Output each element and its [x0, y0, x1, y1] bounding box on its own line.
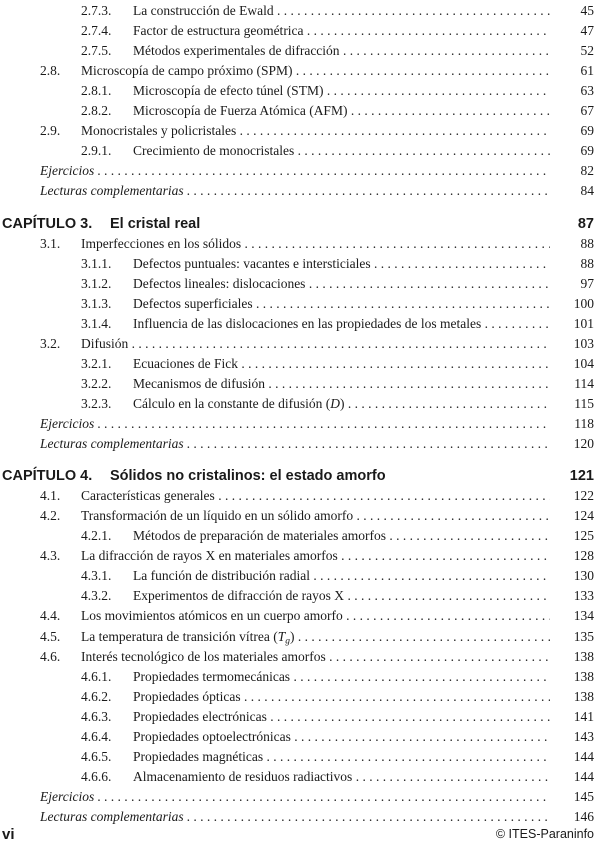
- toc-entry: [0, 566, 600, 586]
- toc-entry-number: 3.1.4.: [81, 315, 112, 331]
- toc-entry-page: 125: [573, 528, 594, 544]
- toc-entry-number: 3.2.3.: [81, 395, 112, 411]
- toc-entry-number: 3.1.3.: [81, 295, 112, 311]
- toc-entry: [0, 161, 600, 181]
- toc-entry-page: 121: [569, 468, 594, 485]
- toc-entry-page: 104: [573, 355, 594, 371]
- toc-entry-title: La construcción de Ewald . . .: [133, 1, 550, 21]
- toc-entry-title: Factor de estructura geométrica . . .: [133, 21, 550, 41]
- toc-entry-title: Microscopía de Fuerza Atómica (AFM) . . .: [133, 101, 550, 121]
- copyright-notice: © ITES-Paraninfo: [495, 827, 594, 841]
- toc-entry-page: 82: [580, 163, 594, 179]
- toc-entry-title: Influencia de las dislocaciones en las propiedades de los metales . . .: [133, 314, 550, 334]
- toc-entry-number: 4.3.: [40, 548, 61, 564]
- toc-entry-title: Propiedades magnéticas . . .: [133, 747, 550, 767]
- toc-entry-page: 145: [573, 788, 594, 804]
- toc-entry: [0, 606, 600, 626]
- toc-entry-page: 100: [573, 295, 594, 311]
- toc-entry-page: 61: [580, 63, 594, 79]
- toc-entry-number: 3.1.2.: [81, 275, 112, 291]
- toc-entry-page: 144: [573, 768, 594, 784]
- toc-entry-page: 88: [580, 235, 594, 251]
- toc-entry-title: La difracción de rayos X en materiales amorfos . . .: [81, 546, 550, 566]
- toc-entry-number: 4.3.2.: [81, 588, 112, 604]
- toc-entry-title: Interés tecnológico de los materiales amorfos . . .: [81, 647, 550, 667]
- toc-entry-number: 2.8.2.: [81, 103, 112, 119]
- toc-entry-title: Ejercicios . . .: [40, 414, 550, 434]
- toc-entry-title: Ejercicios . . .: [40, 787, 550, 807]
- toc-entry-page: 130: [573, 568, 594, 584]
- toc-entry: [0, 374, 600, 394]
- toc-entry-number: 4.6.3.: [81, 708, 112, 724]
- toc-entry-title: Experimentos de difracción de rayos X . . .: [133, 586, 550, 606]
- toc-entry-number: CAPÍTULO 3.: [2, 215, 93, 232]
- toc-entry-title: Ejercicios . . .: [40, 161, 550, 181]
- toc-entry-page: 67: [580, 103, 594, 119]
- page-footer: [0, 826, 600, 846]
- toc-entry: [0, 294, 600, 314]
- page-folio: vi: [2, 826, 15, 843]
- toc-entry-page: 134: [573, 608, 594, 624]
- toc-entry-title: Lecturas complementarias . . .: [40, 181, 550, 201]
- toc-entry-page: 120: [573, 436, 594, 452]
- toc-entry: [0, 807, 600, 827]
- toc-entry-page: 101: [573, 315, 594, 331]
- toc-entry-number: 2.7.4.: [81, 23, 112, 39]
- toc-entry: [0, 41, 600, 61]
- toc-entry: [0, 546, 600, 566]
- toc-entry-title: Lecturas complementarias . . .: [40, 434, 550, 454]
- toc-entry-page: 146: [573, 808, 594, 824]
- toc-entry-title: Métodos de preparación de materiales amorfos . . .: [133, 526, 550, 546]
- toc-entry-title: Los movimientos atómicos en un cuerpo amorfo . . .: [81, 606, 550, 626]
- toc-entry-title: Crecimiento de monocristales . . .: [133, 141, 550, 161]
- toc-entry-title: Microscopía de efecto túnel (STM) . . .: [133, 81, 550, 101]
- toc-entry-title: Difusión . . .: [81, 334, 550, 354]
- toc-entry: [0, 354, 600, 374]
- toc-entry: [0, 647, 600, 667]
- toc-entry-page: 103: [573, 335, 594, 351]
- toc-entry-number: 3.1.: [40, 235, 61, 251]
- toc-entry-page: 128: [573, 548, 594, 564]
- toc-entry: [0, 1, 600, 21]
- toc-entry-title: Ecuaciones de Fick . . .: [133, 354, 550, 374]
- toc-entry-number: 4.6.5.: [81, 748, 112, 764]
- toc-entry: [0, 314, 600, 334]
- toc-entry: [0, 181, 600, 201]
- toc-entry-page: 84: [580, 183, 594, 199]
- toc-entry-number: 4.1.: [40, 488, 61, 504]
- toc-entry: [0, 747, 600, 767]
- toc-entry: [0, 434, 600, 454]
- toc-entry: [0, 627, 600, 647]
- toc-entry-page: 141: [573, 708, 594, 724]
- toc-entry-title: Características generales . . .: [81, 486, 550, 506]
- toc-entry-title: Transformación de un líquido en un sólido amorfo . . .: [81, 506, 550, 526]
- toc-entry-title: Almacenamiento de residuos radiactivos . . .: [133, 767, 550, 787]
- toc-entry-page: 52: [580, 43, 594, 59]
- toc-entry-title: Imperfecciones en los sólidos . . .: [81, 234, 550, 254]
- toc-entry: [0, 767, 600, 787]
- toc-entry-number: 4.6.: [40, 648, 61, 664]
- toc-entry-number: 4.3.1.: [81, 568, 112, 584]
- toc-entry: [0, 414, 600, 434]
- toc-entry-number: 3.1.1.: [81, 255, 112, 271]
- toc-entry: [0, 586, 600, 606]
- toc-entry-number: 4.5.: [40, 628, 61, 644]
- toc-entry-number: 2.8.1.: [81, 83, 112, 99]
- toc-entry-title: Propiedades electrónicas . . .: [133, 707, 550, 727]
- toc-entry-page: 69: [580, 123, 594, 139]
- toc-entry-title: Microscopía de campo próximo (SPM) . . .: [81, 61, 550, 81]
- toc-entry-number: 2.9.: [40, 123, 61, 139]
- toc-entry: [0, 81, 600, 101]
- toc-entry-title: El cristal real: [110, 215, 201, 232]
- toc-entry-page: 118: [574, 416, 594, 431]
- toc-entry-title: Monocristales y policristales . . .: [81, 121, 550, 141]
- toc-entry-title: Mecanismos de difusión . . .: [133, 374, 550, 394]
- toc-entry-number: 4.6.4.: [81, 728, 112, 744]
- toc-entry-number: CAPÍTULO 4.: [2, 468, 93, 485]
- toc-entry-number: 2.8.: [40, 63, 61, 79]
- toc-entry-number: 4.6.1.: [81, 668, 112, 684]
- toc-entry-title: Cálculo en la constante de difusión (D) . . .: [133, 394, 550, 414]
- toc-entry: [0, 141, 600, 161]
- toc-entry-page: 138: [573, 688, 594, 704]
- toc-entry: [0, 486, 600, 506]
- toc-entry-page: 138: [573, 648, 594, 664]
- toc-entry-title: La temperatura de transición vítrea $(T_g)$ . . .: [81, 627, 550, 647]
- toc-entry-number: 2.7.3.: [81, 3, 112, 18]
- toc-entry-page: 135: [573, 628, 594, 644]
- toc-entry-page: 115: [574, 395, 594, 411]
- toc-entry-number: 4.4.: [40, 608, 61, 624]
- toc-entry-number: 2.9.1.: [81, 143, 112, 159]
- toc-entry-page: 133: [573, 588, 594, 604]
- toc-chapter-heading: [0, 466, 600, 486]
- toc-entry-title: Propiedades optoelectrónicas . . .: [133, 727, 550, 747]
- toc-entry-title: Sólidos no cristalinos: el estado amorfo: [110, 468, 386, 485]
- toc-entry: [0, 787, 600, 807]
- toc-entry-page: 144: [573, 748, 594, 764]
- toc-chapter-heading: [0, 214, 600, 234]
- toc-entry-page: 138: [573, 668, 594, 684]
- toc-entry-title: Métodos experimentales de difracción . . .: [133, 41, 550, 61]
- toc-entry-number: 3.2.: [40, 335, 61, 351]
- toc-entry-title: Defectos superficiales . . .: [133, 294, 550, 314]
- toc-entry-page: 63: [580, 83, 594, 99]
- toc-entry-page: 122: [573, 488, 594, 504]
- toc-entry-number: 4.2.: [40, 508, 61, 524]
- toc-entry-title: Propiedades ópticas . . .: [133, 687, 550, 707]
- toc-entry: [0, 234, 600, 254]
- toc-entry: [0, 687, 600, 707]
- toc-entry-page: 124: [573, 508, 594, 524]
- toc-entry-title: Defectos puntuales: vacantes e intersticiales . . .: [133, 254, 550, 274]
- toc-entry-page: 97: [580, 275, 594, 291]
- toc-entry: [0, 727, 600, 747]
- toc-entry: [0, 121, 600, 141]
- toc-entry-page: 88: [580, 255, 594, 271]
- toc-entry: [0, 61, 600, 81]
- toc-entry-page: 143: [573, 728, 594, 744]
- toc-entry: [0, 334, 600, 354]
- toc-entry: [0, 506, 600, 526]
- toc-entry-page: 114: [574, 375, 594, 391]
- toc-entry-title: Defectos lineales: dislocaciones . . .: [133, 274, 550, 294]
- toc-entry-number: 4.6.6.: [81, 768, 112, 784]
- toc-entry: [0, 526, 600, 546]
- toc-entry-title: La función de distribución radial . . .: [133, 566, 550, 586]
- toc-entry-number: 2.7.5.: [81, 43, 112, 59]
- toc-entry-page: 45: [580, 3, 594, 18]
- toc-entry: [0, 254, 600, 274]
- toc-entry-number: 4.6.2.: [81, 688, 112, 704]
- toc-entry: [0, 274, 600, 294]
- toc-entry: [0, 707, 600, 727]
- toc-entry-title: Propiedades termomecánicas . . .: [133, 667, 550, 687]
- toc-entry: [0, 394, 600, 414]
- toc-entry-number: 3.2.2.: [81, 375, 112, 391]
- toc-entry-number: 3.2.1.: [81, 355, 112, 371]
- toc-entry-page: 87: [577, 215, 594, 232]
- toc-entry-page: 47: [580, 23, 594, 39]
- toc-entry-page: 69: [580, 143, 594, 159]
- toc-entry: [0, 667, 600, 687]
- toc-entry: [0, 101, 600, 121]
- toc-entry-title: Lecturas complementarias . . .: [40, 807, 550, 827]
- toc-entry: [0, 21, 600, 41]
- toc-entry-number: 4.2.1.: [81, 528, 112, 544]
